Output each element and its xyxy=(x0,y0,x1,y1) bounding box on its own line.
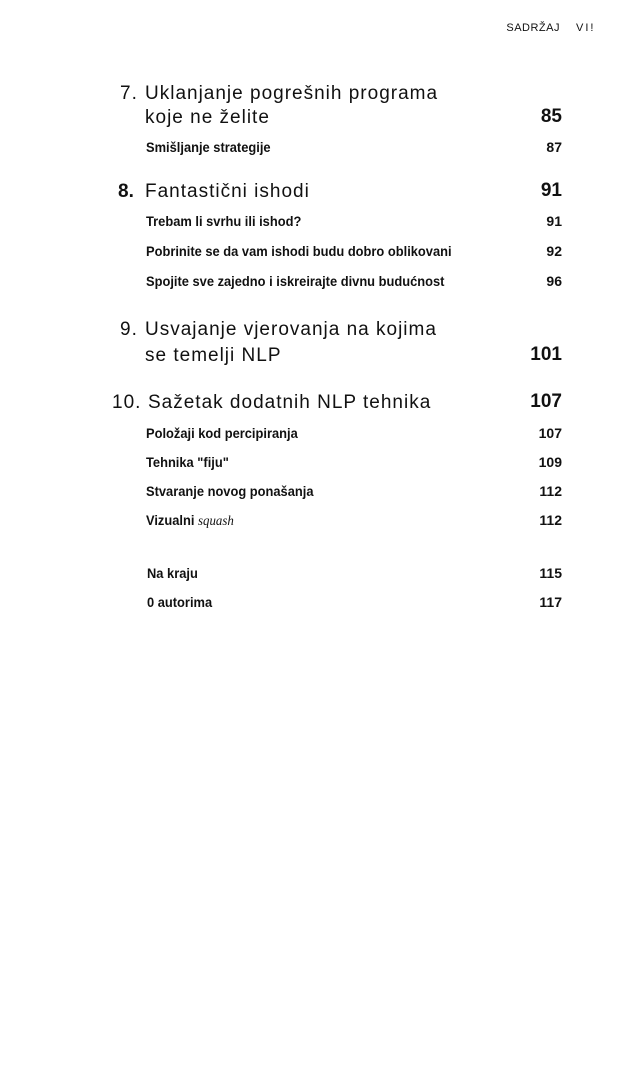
toc-entry: Spojite sve zajedno i iskreirajte divnu budućnost xyxy=(146,273,445,289)
chapter-page: 107 xyxy=(530,391,562,412)
toc-entry-page: 115 xyxy=(539,565,562,581)
toc-entry: Tehnika "fiju" xyxy=(146,454,229,470)
toc-entry: Trebam li svrhu ili ishod? xyxy=(146,213,302,229)
header-section: SADRŽAJ xyxy=(506,22,560,34)
toc-entry xyxy=(146,512,234,530)
chapter-number: 8. xyxy=(118,181,134,202)
chapter-title-line1: Fantastični ishodi xyxy=(145,181,310,202)
toc-entry-title-bold: Vizualni xyxy=(146,512,195,528)
chapter-page: 101 xyxy=(530,344,562,365)
header-folio: VI! xyxy=(576,22,596,34)
toc-entry-page: 109 xyxy=(538,454,562,470)
toc-entry-page: 112 xyxy=(539,512,562,528)
chapter-title-line1: Uklanjanje pogrešnih programa xyxy=(145,83,439,104)
toc-entry-page: 87 xyxy=(546,139,562,155)
toc-entry-page: 92 xyxy=(546,243,562,259)
chapter-number: 9. xyxy=(120,319,138,340)
toc-entry: Na kraju xyxy=(147,565,198,581)
toc-entry-page: 117 xyxy=(539,594,562,610)
chapter-title-line1: Usvajanje vjerovanja na kojima xyxy=(145,319,437,340)
toc-entry-page: 107 xyxy=(538,425,562,441)
chapter-page: 85 xyxy=(540,106,562,127)
toc-entry: Položaji kod percipiranja xyxy=(146,425,298,441)
chapter-number: 10. xyxy=(112,392,142,413)
toc-entry: Stvaranje novog ponašanja xyxy=(146,483,314,499)
toc-entry: Smišljanje strategije xyxy=(146,139,271,155)
running-header xyxy=(506,22,596,34)
toc-entry: 0 autorima xyxy=(147,594,213,610)
chapter-title-line1: Sažetak dodatnih NLP tehnika xyxy=(148,392,432,413)
toc-entry-page: 91 xyxy=(546,213,562,229)
toc-entry-title-italic: squash xyxy=(198,514,234,529)
toc-entry-page: 112 xyxy=(539,483,562,499)
toc-entry-page: 96 xyxy=(546,273,562,289)
chapter-title-line2: se temelji NLP xyxy=(145,345,282,366)
chapter-number: 7. xyxy=(120,83,138,104)
chapter-title-line2: koje ne želite xyxy=(145,107,270,128)
chapter-page: 91 xyxy=(540,180,562,201)
toc-entry: Pobrinite se da vam ishodi budu dobro oblikovani xyxy=(146,243,452,259)
